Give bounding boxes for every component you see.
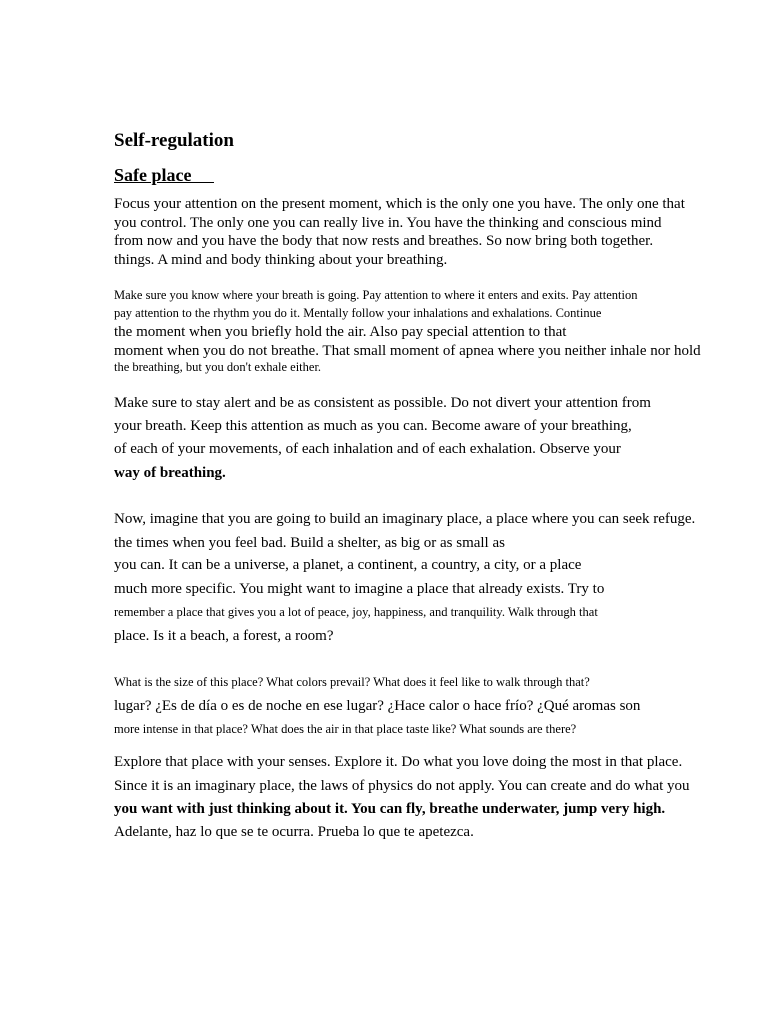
paragraph-1-line-3: from now and you have the body that now rests and breathes. So now bring both together. — [114, 233, 654, 249]
paragraph-2-line-1: Make sure you know where your breath is going. Pay attention to where it enters and exits. Pay attention — [114, 288, 638, 302]
paragraph-2-line-4: moment when you do not breathe. That small moment of apnea where you neither inhale nor hold — [114, 343, 701, 359]
paragraph-4-line-5: remember a place that gives you a lot of peace, joy, happiness, and tranquility. Walk through that — [114, 605, 598, 619]
page-title: Self-regulation — [114, 130, 234, 151]
paragraph-3-line-2: your breath. Keep this attention as much as you can. Become aware of your breathing, — [114, 418, 632, 434]
paragraph-6-line-1: Explore that place with your senses. Explore it. Do what you love doing the most in that place. — [114, 754, 683, 770]
paragraph-4-line-3: you can. It can be a universe, a planet, a continent, a country, a city, or a place — [114, 557, 582, 573]
paragraph-6-line-3: you want with just thinking about it. You can fly, breathe underwater, jump very high. — [114, 801, 666, 817]
paragraph-4-line-2: the times when you feel bad. Build a shelter, as big or as small as — [114, 535, 505, 551]
paragraph-6-line-2: Since it is an imaginary place, the laws of physics do not apply. You can create and do what you — [114, 778, 690, 794]
paragraph-1-line-2: you control. The only one you can really live in. You have the thinking and conscious mind — [114, 215, 662, 231]
paragraph-1-line-4: things. A mind and body thinking about your breathing. — [114, 252, 448, 268]
paragraph-2-line-2: pay attention to the rhythm you do it. Mentally follow your inhalations and exhalations. Continue — [114, 306, 602, 320]
paragraph-5-line-2: lugar? ¿Es de día o es de noche en ese lugar? ¿Hace calor o hace frío? ¿Qué aromas son — [114, 698, 641, 714]
paragraph-3-line-4: way of breathing. — [114, 465, 226, 481]
paragraph-1-line-1: Focus your attention on the present moment, which is the only one you have. The only one that — [114, 196, 685, 212]
paragraph-6-line-4: Adelante, haz lo que se te ocurra. Prueba lo que te apetezca. — [114, 824, 474, 840]
paragraph-4-line-6: place. Is it a beach, a forest, a room? — [114, 628, 334, 644]
paragraph-5-line-1: What is the size of this place? What colors prevail? What does it feel like to walk through that? — [114, 675, 590, 689]
paragraph-3-line-3: of each of your movements, of each inhalation and of each exhalation. Observe your — [114, 441, 621, 457]
section-heading: Safe place — [114, 165, 214, 185]
paragraph-3-line-1: Make sure to stay alert and be as consistent as possible. Do not divert your attention from — [114, 395, 651, 411]
paragraph-5-line-3: more intense in that place? What does the air in that place taste like? What sounds are there? — [114, 722, 577, 736]
paragraph-2-line-5: the breathing, but you don't exhale either. — [114, 360, 322, 374]
paragraph-4-line-1: Now, imagine that you are going to build an imaginary place, a place where you can seek refuge. — [114, 511, 696, 527]
paragraph-4-line-4: much more specific. You might want to imagine a place that already exists. Try to — [114, 581, 605, 597]
paragraph-2-line-3: the moment when you briefly hold the air. Also pay special attention to that — [114, 324, 567, 340]
